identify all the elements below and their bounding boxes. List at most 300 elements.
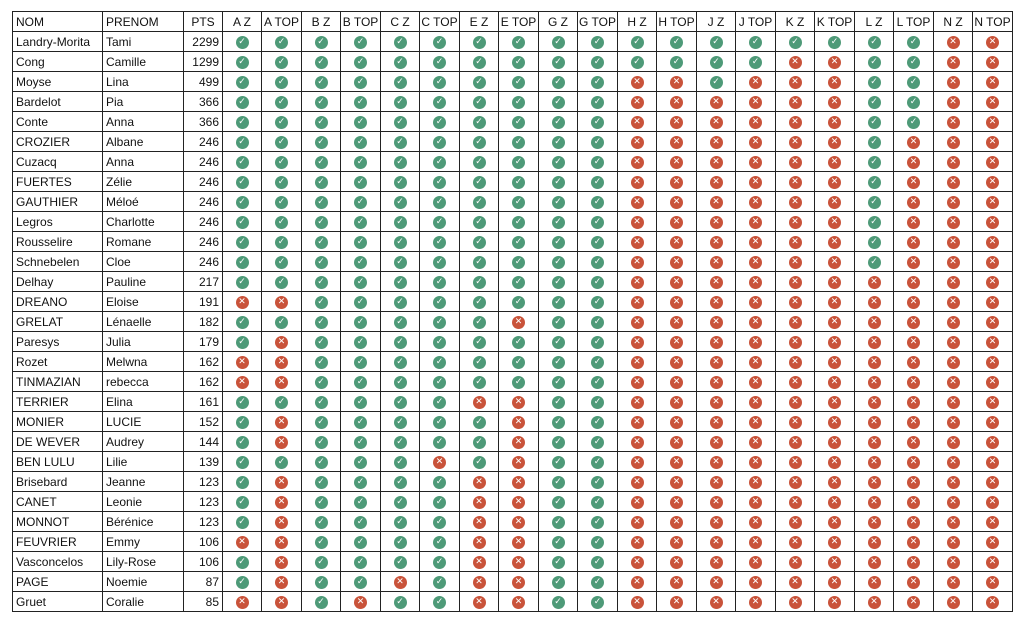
cell-e-z[interactable] (460, 192, 499, 212)
cell-b-top[interactable] (341, 192, 381, 212)
cell-g-top[interactable] (578, 412, 618, 432)
cell-c-top[interactable] (420, 472, 460, 492)
cell-n-top[interactable] (973, 32, 1013, 52)
cell-c-top[interactable] (420, 312, 460, 332)
cell-j-z[interactable] (697, 172, 736, 192)
cell-n-z[interactable] (934, 132, 973, 152)
cell-b-top[interactable] (341, 92, 381, 112)
cell-j-top[interactable] (736, 232, 776, 252)
cell-e-z[interactable] (460, 432, 499, 452)
cell-b-top[interactable] (341, 572, 381, 592)
cell-e-top[interactable] (499, 272, 539, 292)
cell-k-top[interactable] (815, 472, 855, 492)
cell-c-z[interactable] (381, 72, 420, 92)
cell-a-top[interactable] (262, 412, 302, 432)
cell-a-z[interactable] (223, 572, 262, 592)
cell-l-z[interactable] (855, 552, 894, 572)
cell-n-z[interactable] (934, 232, 973, 252)
cell-prenom[interactable]: Coralie (103, 592, 184, 612)
cell-j-z[interactable] (697, 332, 736, 352)
cell-j-top[interactable] (736, 492, 776, 512)
cell-a-z[interactable] (223, 112, 262, 132)
cell-a-z[interactable] (223, 192, 262, 212)
cell-g-z[interactable] (539, 32, 578, 52)
cell-c-z[interactable] (381, 352, 420, 372)
cell-n-top[interactable] (973, 52, 1013, 72)
cell-c-z[interactable] (381, 552, 420, 572)
cell-g-z[interactable] (539, 172, 578, 192)
cell-n-top[interactable] (973, 532, 1013, 552)
cell-j-top[interactable] (736, 512, 776, 532)
cell-g-z[interactable] (539, 472, 578, 492)
cell-c-top[interactable] (420, 72, 460, 92)
cell-l-z[interactable] (855, 232, 894, 252)
cell-j-z[interactable] (697, 112, 736, 132)
cell-b-top[interactable] (341, 132, 381, 152)
cell-b-top[interactable] (341, 432, 381, 452)
cell-k-z[interactable] (776, 532, 815, 552)
cell-j-top[interactable] (736, 572, 776, 592)
cell-h-top[interactable] (657, 192, 697, 212)
cell-h-top[interactable] (657, 172, 697, 192)
cell-e-z[interactable] (460, 52, 499, 72)
cell-n-top[interactable] (973, 72, 1013, 92)
cell-c-top[interactable] (420, 592, 460, 612)
cell-g-top[interactable] (578, 372, 618, 392)
cell-j-top[interactable] (736, 532, 776, 552)
cell-e-top[interactable] (499, 312, 539, 332)
column-header-h-top[interactable]: H TOP (657, 12, 697, 32)
cell-b-top[interactable] (341, 52, 381, 72)
cell-k-z[interactable] (776, 392, 815, 412)
cell-n-top[interactable] (973, 112, 1013, 132)
cell-g-z[interactable] (539, 52, 578, 72)
cell-g-top[interactable] (578, 52, 618, 72)
cell-n-top[interactable] (973, 212, 1013, 232)
cell-h-z[interactable] (618, 432, 657, 452)
cell-b-z[interactable] (302, 92, 341, 112)
cell-b-z[interactable] (302, 372, 341, 392)
cell-c-top[interactable] (420, 372, 460, 392)
cell-prenom[interactable]: Pauline (103, 272, 184, 292)
cell-l-top[interactable] (894, 352, 934, 372)
cell-l-z[interactable] (855, 372, 894, 392)
cell-h-z[interactable] (618, 192, 657, 212)
cell-prenom[interactable]: Emmy (103, 532, 184, 552)
cell-e-z[interactable] (460, 492, 499, 512)
cell-nom[interactable]: Legros (13, 212, 103, 232)
cell-h-top[interactable] (657, 592, 697, 612)
cell-prenom[interactable]: Lénaelle (103, 312, 184, 332)
cell-b-top[interactable] (341, 512, 381, 532)
cell-k-z[interactable] (776, 332, 815, 352)
cell-a-z[interactable] (223, 472, 262, 492)
cell-k-z[interactable] (776, 112, 815, 132)
cell-h-top[interactable] (657, 232, 697, 252)
cell-e-z[interactable] (460, 532, 499, 552)
cell-h-z[interactable] (618, 152, 657, 172)
cell-a-z[interactable] (223, 292, 262, 312)
cell-n-z[interactable] (934, 352, 973, 372)
cell-nom[interactable]: Gruet (13, 592, 103, 612)
cell-h-z[interactable] (618, 172, 657, 192)
cell-k-top[interactable] (815, 192, 855, 212)
cell-pts[interactable]: 246 (184, 232, 223, 252)
cell-a-top[interactable] (262, 472, 302, 492)
cell-nom[interactable]: BEN LULU (13, 452, 103, 472)
cell-j-z[interactable] (697, 92, 736, 112)
cell-prenom[interactable]: Leonie (103, 492, 184, 512)
cell-g-z[interactable] (539, 132, 578, 152)
cell-a-top[interactable] (262, 452, 302, 472)
cell-k-z[interactable] (776, 72, 815, 92)
cell-l-z[interactable] (855, 272, 894, 292)
cell-h-top[interactable] (657, 512, 697, 532)
cell-pts[interactable]: 152 (184, 412, 223, 432)
cell-g-top[interactable] (578, 432, 618, 452)
cell-prenom[interactable]: Lina (103, 72, 184, 92)
cell-e-top[interactable] (499, 552, 539, 572)
cell-n-z[interactable] (934, 512, 973, 532)
cell-h-top[interactable] (657, 472, 697, 492)
cell-prenom[interactable]: Bérénice (103, 512, 184, 532)
cell-l-z[interactable] (855, 472, 894, 492)
cell-n-z[interactable] (934, 272, 973, 292)
cell-g-top[interactable] (578, 472, 618, 492)
cell-a-top[interactable] (262, 132, 302, 152)
column-header-g-z[interactable]: G Z (539, 12, 578, 32)
cell-j-top[interactable] (736, 452, 776, 472)
cell-c-z[interactable] (381, 292, 420, 312)
cell-a-top[interactable] (262, 352, 302, 372)
cell-h-z[interactable] (618, 292, 657, 312)
cell-h-z[interactable] (618, 512, 657, 532)
cell-j-z[interactable] (697, 512, 736, 532)
cell-l-z[interactable] (855, 572, 894, 592)
cell-l-z[interactable] (855, 592, 894, 612)
cell-l-top[interactable] (894, 152, 934, 172)
cell-n-z[interactable] (934, 432, 973, 452)
cell-l-top[interactable] (894, 572, 934, 592)
cell-nom[interactable]: Brisebard (13, 472, 103, 492)
cell-e-top[interactable] (499, 412, 539, 432)
cell-nom[interactable]: Vasconcelos (13, 552, 103, 572)
cell-l-z[interactable] (855, 72, 894, 92)
cell-e-top[interactable] (499, 252, 539, 272)
cell-g-z[interactable] (539, 412, 578, 432)
cell-g-top[interactable] (578, 292, 618, 312)
cell-l-top[interactable] (894, 512, 934, 532)
cell-h-top[interactable] (657, 72, 697, 92)
cell-g-z[interactable] (539, 212, 578, 232)
cell-e-z[interactable] (460, 552, 499, 572)
cell-pts[interactable]: 139 (184, 452, 223, 472)
cell-l-top[interactable] (894, 532, 934, 552)
cell-e-top[interactable] (499, 212, 539, 232)
cell-l-top[interactable] (894, 32, 934, 52)
cell-j-top[interactable] (736, 292, 776, 312)
cell-pts[interactable]: 162 (184, 352, 223, 372)
cell-b-top[interactable] (341, 472, 381, 492)
cell-e-top[interactable] (499, 492, 539, 512)
cell-e-top[interactable] (499, 152, 539, 172)
cell-a-top[interactable] (262, 192, 302, 212)
cell-a-top[interactable] (262, 92, 302, 112)
cell-n-z[interactable] (934, 492, 973, 512)
cell-b-z[interactable] (302, 492, 341, 512)
cell-j-z[interactable] (697, 392, 736, 412)
cell-h-top[interactable] (657, 332, 697, 352)
cell-l-z[interactable] (855, 52, 894, 72)
cell-n-top[interactable] (973, 232, 1013, 252)
cell-n-z[interactable] (934, 112, 973, 132)
cell-h-top[interactable] (657, 432, 697, 452)
cell-nom[interactable]: Delhay (13, 272, 103, 292)
cell-c-z[interactable] (381, 252, 420, 272)
cell-nom[interactable]: FUERTES (13, 172, 103, 192)
cell-k-top[interactable] (815, 492, 855, 512)
cell-b-z[interactable] (302, 432, 341, 452)
cell-j-top[interactable] (736, 332, 776, 352)
cell-g-z[interactable] (539, 72, 578, 92)
cell-a-z[interactable] (223, 452, 262, 472)
cell-pts[interactable]: 162 (184, 372, 223, 392)
column-header-l-top[interactable]: L TOP (894, 12, 934, 32)
cell-c-z[interactable] (381, 412, 420, 432)
cell-k-top[interactable] (815, 172, 855, 192)
cell-c-z[interactable] (381, 152, 420, 172)
cell-c-top[interactable] (420, 172, 460, 192)
cell-a-z[interactable] (223, 172, 262, 192)
cell-j-z[interactable] (697, 552, 736, 572)
cell-a-z[interactable] (223, 412, 262, 432)
cell-c-top[interactable] (420, 152, 460, 172)
cell-j-z[interactable] (697, 432, 736, 452)
cell-pts[interactable]: 179 (184, 332, 223, 352)
cell-c-z[interactable] (381, 532, 420, 552)
cell-b-top[interactable] (341, 212, 381, 232)
cell-b-z[interactable] (302, 532, 341, 552)
cell-prenom[interactable]: LUCIE (103, 412, 184, 432)
cell-l-top[interactable] (894, 112, 934, 132)
cell-j-z[interactable] (697, 132, 736, 152)
cell-e-top[interactable] (499, 292, 539, 312)
cell-a-top[interactable] (262, 372, 302, 392)
cell-l-top[interactable] (894, 392, 934, 412)
cell-k-top[interactable] (815, 432, 855, 452)
column-header-j-z[interactable]: J Z (697, 12, 736, 32)
cell-n-top[interactable] (973, 572, 1013, 592)
cell-k-top[interactable] (815, 132, 855, 152)
cell-g-top[interactable] (578, 332, 618, 352)
cell-c-z[interactable] (381, 372, 420, 392)
cell-a-z[interactable] (223, 372, 262, 392)
cell-c-z[interactable] (381, 592, 420, 612)
cell-b-top[interactable] (341, 32, 381, 52)
cell-pts[interactable]: 246 (184, 152, 223, 172)
cell-n-z[interactable] (934, 572, 973, 592)
cell-g-top[interactable] (578, 152, 618, 172)
cell-e-top[interactable] (499, 132, 539, 152)
cell-e-top[interactable] (499, 112, 539, 132)
cell-a-top[interactable] (262, 272, 302, 292)
cell-e-z[interactable] (460, 372, 499, 392)
cell-h-z[interactable] (618, 252, 657, 272)
cell-n-top[interactable] (973, 392, 1013, 412)
cell-nom[interactable]: DE WEVER (13, 432, 103, 452)
cell-h-top[interactable] (657, 412, 697, 432)
cell-e-top[interactable] (499, 372, 539, 392)
cell-l-z[interactable] (855, 332, 894, 352)
cell-b-z[interactable] (302, 312, 341, 332)
cell-e-z[interactable] (460, 212, 499, 232)
cell-h-z[interactable] (618, 352, 657, 372)
cell-k-z[interactable] (776, 252, 815, 272)
cell-k-top[interactable] (815, 32, 855, 52)
cell-h-z[interactable] (618, 392, 657, 412)
cell-g-top[interactable] (578, 112, 618, 132)
cell-j-top[interactable] (736, 52, 776, 72)
cell-c-z[interactable] (381, 232, 420, 252)
cell-pts[interactable]: 246 (184, 132, 223, 152)
cell-e-top[interactable] (499, 352, 539, 372)
cell-n-z[interactable] (934, 332, 973, 352)
cell-c-z[interactable] (381, 472, 420, 492)
cell-n-z[interactable] (934, 452, 973, 472)
cell-g-top[interactable] (578, 252, 618, 272)
cell-pts[interactable]: 246 (184, 172, 223, 192)
cell-l-top[interactable] (894, 72, 934, 92)
cell-c-z[interactable] (381, 272, 420, 292)
cell-j-z[interactable] (697, 492, 736, 512)
cell-g-top[interactable] (578, 452, 618, 472)
cell-b-z[interactable] (302, 472, 341, 492)
cell-a-top[interactable] (262, 552, 302, 572)
cell-prenom[interactable]: Zélie (103, 172, 184, 192)
cell-g-top[interactable] (578, 192, 618, 212)
cell-b-top[interactable] (341, 492, 381, 512)
cell-n-z[interactable] (934, 472, 973, 492)
cell-l-top[interactable] (894, 372, 934, 392)
cell-n-z[interactable] (934, 72, 973, 92)
cell-g-top[interactable] (578, 32, 618, 52)
cell-c-top[interactable] (420, 552, 460, 572)
cell-e-top[interactable] (499, 72, 539, 92)
cell-g-top[interactable] (578, 312, 618, 332)
cell-c-z[interactable] (381, 212, 420, 232)
cell-j-z[interactable] (697, 32, 736, 52)
cell-nom[interactable]: Bardelot (13, 92, 103, 112)
cell-k-z[interactable] (776, 292, 815, 312)
cell-h-z[interactable] (618, 552, 657, 572)
column-header-c-z[interactable]: C Z (381, 12, 420, 32)
cell-h-top[interactable] (657, 572, 697, 592)
cell-n-z[interactable] (934, 552, 973, 572)
cell-j-top[interactable] (736, 412, 776, 432)
cell-prenom[interactable]: Lilie (103, 452, 184, 472)
cell-b-top[interactable] (341, 592, 381, 612)
cell-e-top[interactable] (499, 52, 539, 72)
cell-h-z[interactable] (618, 332, 657, 352)
column-header-pts[interactable]: PTS (184, 12, 223, 32)
column-header-k-top[interactable]: K TOP (815, 12, 855, 32)
cell-c-top[interactable] (420, 92, 460, 112)
cell-prenom[interactable]: Romane (103, 232, 184, 252)
cell-c-top[interactable] (420, 512, 460, 532)
cell-prenom[interactable]: Cloe (103, 252, 184, 272)
cell-k-top[interactable] (815, 112, 855, 132)
cell-a-top[interactable] (262, 292, 302, 312)
cell-g-top[interactable] (578, 172, 618, 192)
cell-h-z[interactable] (618, 532, 657, 552)
cell-b-top[interactable] (341, 252, 381, 272)
cell-b-z[interactable] (302, 252, 341, 272)
cell-b-z[interactable] (302, 292, 341, 312)
cell-j-top[interactable] (736, 172, 776, 192)
cell-k-top[interactable] (815, 572, 855, 592)
cell-nom[interactable]: MONIER (13, 412, 103, 432)
column-header-h-z[interactable]: H Z (618, 12, 657, 32)
cell-nom[interactable]: DREANO (13, 292, 103, 312)
cell-g-z[interactable] (539, 592, 578, 612)
cell-a-top[interactable] (262, 212, 302, 232)
cell-k-top[interactable] (815, 552, 855, 572)
cell-n-top[interactable] (973, 312, 1013, 332)
cell-j-z[interactable] (697, 452, 736, 472)
cell-j-z[interactable] (697, 312, 736, 332)
cell-e-z[interactable] (460, 412, 499, 432)
cell-pts[interactable]: 123 (184, 472, 223, 492)
cell-a-z[interactable] (223, 272, 262, 292)
cell-b-top[interactable] (341, 332, 381, 352)
cell-b-z[interactable] (302, 72, 341, 92)
cell-k-z[interactable] (776, 492, 815, 512)
cell-n-top[interactable] (973, 452, 1013, 472)
cell-j-top[interactable] (736, 432, 776, 452)
cell-h-z[interactable] (618, 492, 657, 512)
cell-pts[interactable]: 123 (184, 492, 223, 512)
cell-a-z[interactable] (223, 72, 262, 92)
cell-k-top[interactable] (815, 392, 855, 412)
cell-a-z[interactable] (223, 392, 262, 412)
cell-j-z[interactable] (697, 352, 736, 372)
cell-l-z[interactable] (855, 292, 894, 312)
cell-k-z[interactable] (776, 552, 815, 572)
cell-b-z[interactable] (302, 552, 341, 572)
cell-pts[interactable]: 217 (184, 272, 223, 292)
column-header-nom[interactable]: NOM (13, 12, 103, 32)
cell-l-z[interactable] (855, 392, 894, 412)
cell-b-z[interactable] (302, 52, 341, 72)
cell-b-top[interactable] (341, 452, 381, 472)
cell-g-top[interactable] (578, 92, 618, 112)
cell-b-z[interactable] (302, 212, 341, 232)
cell-g-z[interactable] (539, 532, 578, 552)
cell-h-top[interactable] (657, 152, 697, 172)
cell-e-z[interactable] (460, 472, 499, 492)
cell-e-z[interactable] (460, 132, 499, 152)
cell-h-z[interactable] (618, 412, 657, 432)
cell-j-top[interactable] (736, 132, 776, 152)
cell-k-top[interactable] (815, 452, 855, 472)
cell-j-z[interactable] (697, 52, 736, 72)
cell-h-z[interactable] (618, 232, 657, 252)
cell-l-top[interactable] (894, 92, 934, 112)
cell-nom[interactable]: Schnebelen (13, 252, 103, 272)
cell-k-top[interactable] (815, 152, 855, 172)
column-header-n-top[interactable]: N TOP (973, 12, 1013, 32)
cell-a-top[interactable] (262, 492, 302, 512)
